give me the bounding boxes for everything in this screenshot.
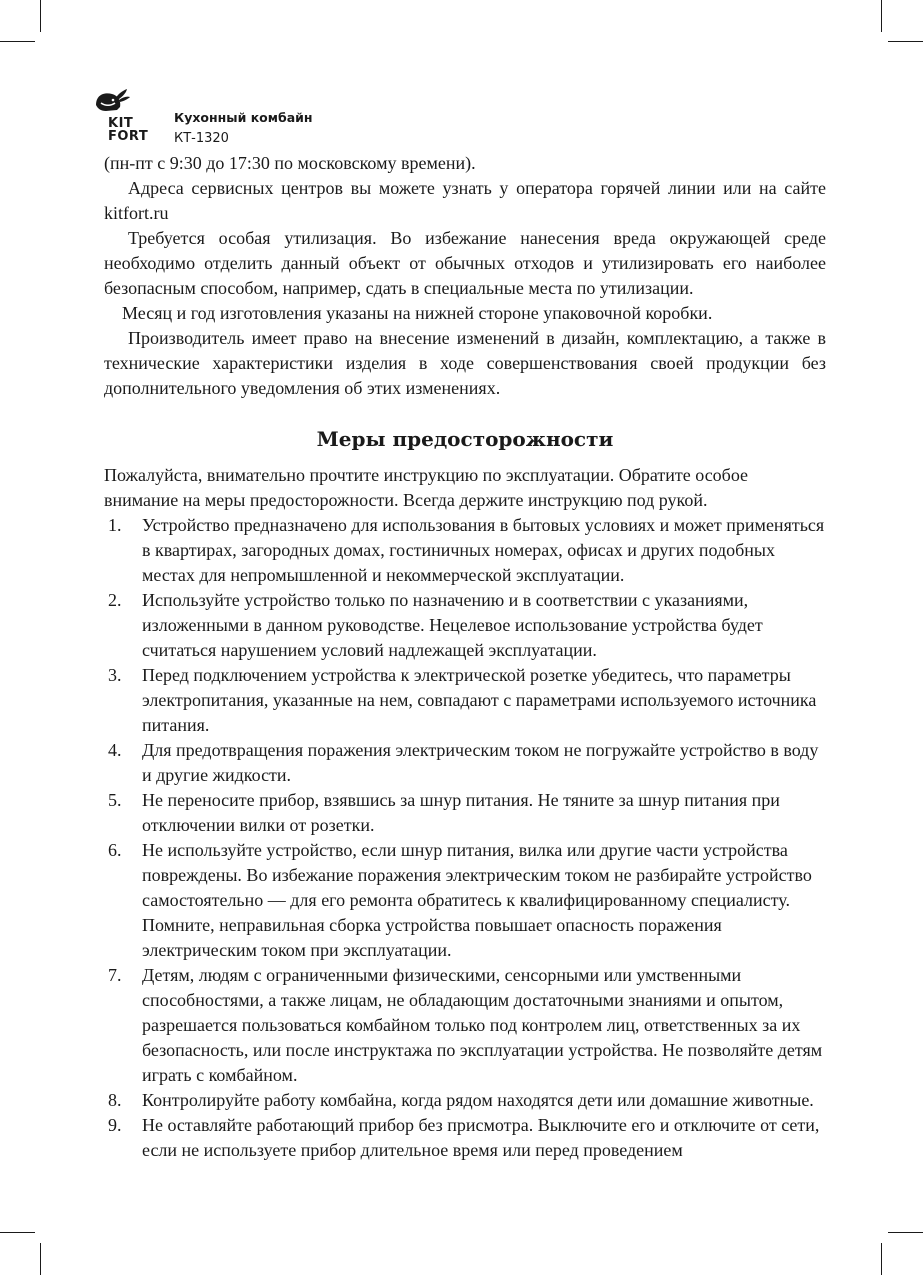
crop-mark-top-right-horizontal bbox=[888, 41, 923, 42]
section-title-precautions: Меры предосторожности bbox=[316, 427, 614, 451]
list-item-number: 5. bbox=[108, 790, 122, 810]
list-item bbox=[104, 963, 826, 1088]
list-item-number: 3. bbox=[108, 665, 122, 685]
list-item-text: Детям, людям с ограниченными физическими, сенсорными или умственными способностями, а также лицам, не обладающим достаточными знаниями и опытом, разрешается пользоваться комбайном только под контролем лиц, ответственных за их безопасность, или после инструктажа по эксплуатации устройства. Не позволяйте детям играть с комбайном. bbox=[142, 965, 823, 1085]
manufacture-date-paragraph: Месяц и год изготовления указаны на нижней стороне упаковочной коробки. bbox=[122, 303, 713, 323]
crop-mark-top-left bbox=[40, 0, 41, 32]
logo-text-fort: FORT bbox=[108, 129, 149, 144]
list-item-text: Не используйте устройство, если шнур питания, вилка или другие части устройства повреждены. Во избежание поражения электрическим током не разбирайте устройство самостоятельно — для его ремонта обратитесь к квалифицированному специалисту. Помните, неправильная сборка устройства повышает опасность поражения электрическим током при эксплуатации. bbox=[142, 840, 812, 960]
list-item-number: 2. bbox=[108, 590, 122, 610]
crop-mark-top-right bbox=[881, 0, 882, 32]
list-item-text: Устройство предназначено для использования в бытовых условиях и может применяться в квартирах, загородных домах, гостиничных номерах, офисах и других подобных местах для непромышленной и некоммерческой эксплуатации. bbox=[142, 515, 825, 585]
list-item bbox=[104, 663, 826, 738]
list-item-text: Контролируйте работу комбайна, когда рядом находятся дети или домашние животные. bbox=[142, 1090, 814, 1110]
list-item bbox=[104, 1113, 826, 1163]
list-item-number: 8. bbox=[108, 1090, 122, 1110]
list-item-number: 9. bbox=[108, 1115, 122, 1135]
disposal-paragraph: Требуется особая утилизация. Во избежание нанесения вреда окружающей среде необходимо отделить данный объект от обычных отходов и утилизировать его наиболее безопасным способом, например, сдать в специальные места по утилизации. bbox=[104, 228, 826, 298]
list-item-number: 6. bbox=[108, 840, 122, 860]
crop-mark-bottom-right-horizontal bbox=[888, 1232, 923, 1233]
page-header bbox=[88, 86, 488, 146]
list-item-text: Используйте устройство только по назначению и в соответствии с указаниями, изложенными в данном руководстве. Нецелевое использование устройства будет считаться нарушением условий надлежащей эксплуатации. bbox=[142, 590, 763, 660]
list-item-text: Не переносите прибор, взявшись за шнур питания. Не тяните за шнур питания при отключении вилки от розетки. bbox=[142, 790, 780, 835]
list-item bbox=[104, 838, 826, 963]
manufacturer-rights-paragraph: Производитель имеет право на внесение изменений в дизайн, комплектацию, а также в технические характеристики изделия в ходе совершенствования своей продукции без дополнительного уведомления об этих изменениях. bbox=[104, 328, 826, 398]
logo-wordmark bbox=[108, 117, 148, 143]
product-model: КТ-1320 bbox=[174, 131, 229, 146]
hours-line: (пн-пт с 9:30 до 17:30 по московскому времени). bbox=[104, 153, 476, 173]
list-item bbox=[104, 738, 826, 788]
product-info bbox=[174, 110, 313, 148]
list-item-text: Не оставляйте работающий прибор без присмотра. Выключите его и отключите от сети, если не используете прибор длительное время или перед проведением bbox=[142, 1115, 820, 1160]
document-body bbox=[104, 151, 826, 1163]
list-item-text: Перед подключением устройства к электрической розетке убедитесь, что параметры электропитания, указанные на нем, совпадают с параметрами используемого источника питания. bbox=[142, 665, 817, 735]
list-item-number: 1. bbox=[108, 515, 122, 535]
list-item-number: 4. bbox=[108, 740, 122, 760]
precautions-lead: Пожалуйста, внимательно прочтите инструкцию по эксплуатации. Обратите особое внимание на меры предосторожности. Всегда держите инструкцию под рукой. bbox=[104, 465, 749, 510]
list-item bbox=[104, 1088, 826, 1113]
crop-mark-bottom-right bbox=[881, 1243, 882, 1275]
precautions-list bbox=[104, 513, 826, 1163]
list-item bbox=[104, 788, 826, 838]
crop-mark-bottom-left bbox=[40, 1243, 41, 1275]
crop-mark-bottom-left-horizontal bbox=[0, 1232, 35, 1233]
product-name: Кухонный комбайн bbox=[174, 110, 313, 125]
service-centers-paragraph: Адреса сервисных центров вы можете узнать у оператора горячей линии или на сайте kitfort.ru bbox=[104, 178, 826, 223]
kitfort-logo bbox=[88, 86, 150, 142]
crop-mark-top-left-horizontal bbox=[0, 41, 35, 42]
list-item-number: 7. bbox=[108, 965, 122, 985]
list-item bbox=[104, 588, 826, 663]
whale-logo-icon bbox=[93, 86, 133, 114]
list-item bbox=[104, 513, 826, 588]
list-item-text: Для предотвращения поражения электрическим током не погружайте устройство в воду и другие жидкости. bbox=[142, 740, 819, 785]
logo-text-kit: KIT bbox=[108, 116, 134, 131]
